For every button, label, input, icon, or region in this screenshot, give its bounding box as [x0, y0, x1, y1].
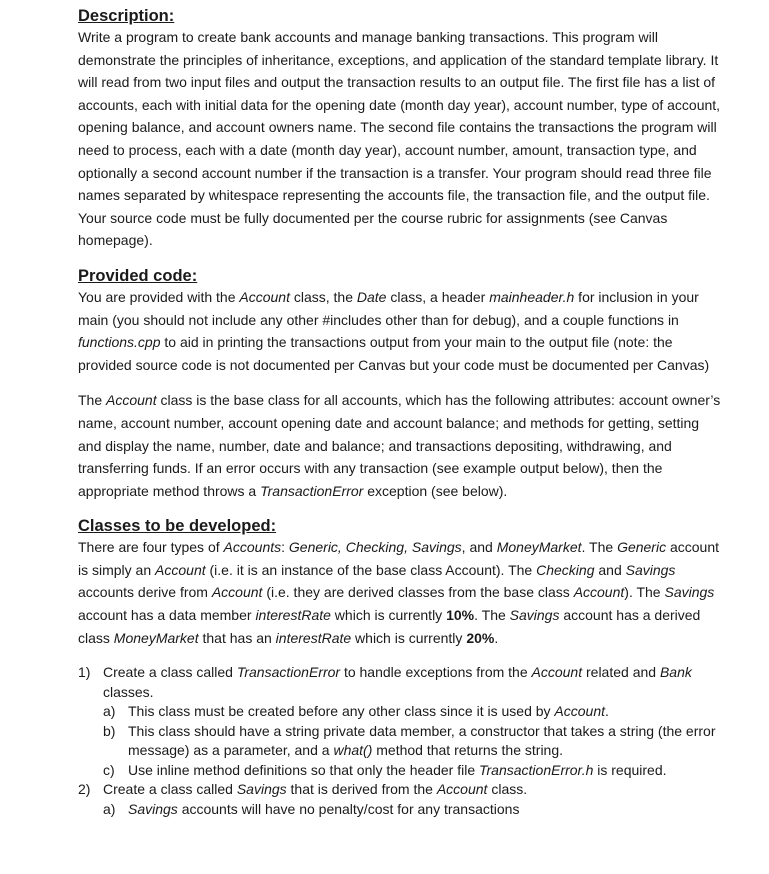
classes-paragraph: There are four types of Accounts: Generic, Checking, Savings, and MoneyMarket. The Generic account is simply an Account (i.e. it is an instance of the base class Account). The Checking and Savings accounts derive from Account (i.e. they are derived classes from the base class Account). The Savings account has a data member interestRate which is currently 10%. The Savings account has a derived class MoneyMarket that has an interestRate which is currently 20%.	[78, 539, 720, 646]
requirements-list	[78, 663, 726, 819]
classes-heading: Classes to be developed:	[78, 517, 277, 536]
list-item: a) This class must be created before any other class since it is used by Account.	[103, 703, 609, 720]
provided-code-paragraph-1: You are provided with the Account class, the Date class, a header mainheader.h for inclusion in your main (you should not include any other #includes other than for debug), and a couple functions in functions.cpp to aid in printing the transactions output from your main to the output file (note: the provided source code is not documented per Canvas but your code must be documented per Canvas)	[78, 288, 710, 373]
description-text: Write a program to create bank accounts and manage banking transactions. This program will demonstrate the principles of inheritance, exceptions, and application of the standard template library. It will read from two input files and output the transaction results to an output file. The first file has a list of accounts, each with initial data for the opening date (month day year), account number, type of account, opening balance, and account owners name. The second file contains the transactions the program will need to process, each with a date (month day year), account number, amount, transaction type, and optionally a second account number if the transaction is a transfer. Your program should read three file names separated by whitespace representing the accounts file, the transaction file, and the output file. Your source code must be fully documented per the course rubric for assignments (see Canvas homepage).	[78, 29, 721, 249]
list-item: b) This class should have a string private data member, a constructor that takes a string (the error message) as a parameter, and a what() method that returns the string.	[103, 722, 716, 759]
description-heading: Description:	[78, 7, 175, 25]
provided-code-section	[78, 266, 726, 502]
list-item: 2) Create a class called Savings that is derived from the Account class. a) Savings accounts will have no penalty/cost for any transactions	[78, 780, 726, 819]
provided-code-heading: Provided code:	[78, 266, 198, 285]
list-item: 1) Create a class called TransactionError to handle exceptions from the Account related and Bank classes. a) This class must be created before any other class since it is used by Account. b) This class should have a string private data member, a constructor that takes a string (the error message) as a parameter, and a what() method that returns the string. c) Use inline method definitions so that only the header file TransactionError.h is required.	[78, 663, 726, 780]
sub-list	[103, 702, 726, 780]
list-item: c) Use inline method definitions so that only the header file TransactionError.h is required.	[103, 761, 667, 778]
classes-section	[78, 516, 726, 819]
list-item: a) Savings accounts will have no penalty/cost for any transactions	[103, 800, 520, 817]
sub-list	[103, 800, 726, 820]
document-page	[78, 6, 726, 823]
provided-code-paragraph-2: The Account class is the base class for all accounts, which has the following attributes: account owner’s name, account number, account opening date and account balance; and methods for getting, setting and display the name, number, date and balance; and transactions depositing, withdrawing, and transferring funds. If an error occurs with any transaction (see example output below), then the appropriate method throws a TransactionError exception (see below).	[78, 392, 721, 499]
description-section	[78, 6, 726, 252]
